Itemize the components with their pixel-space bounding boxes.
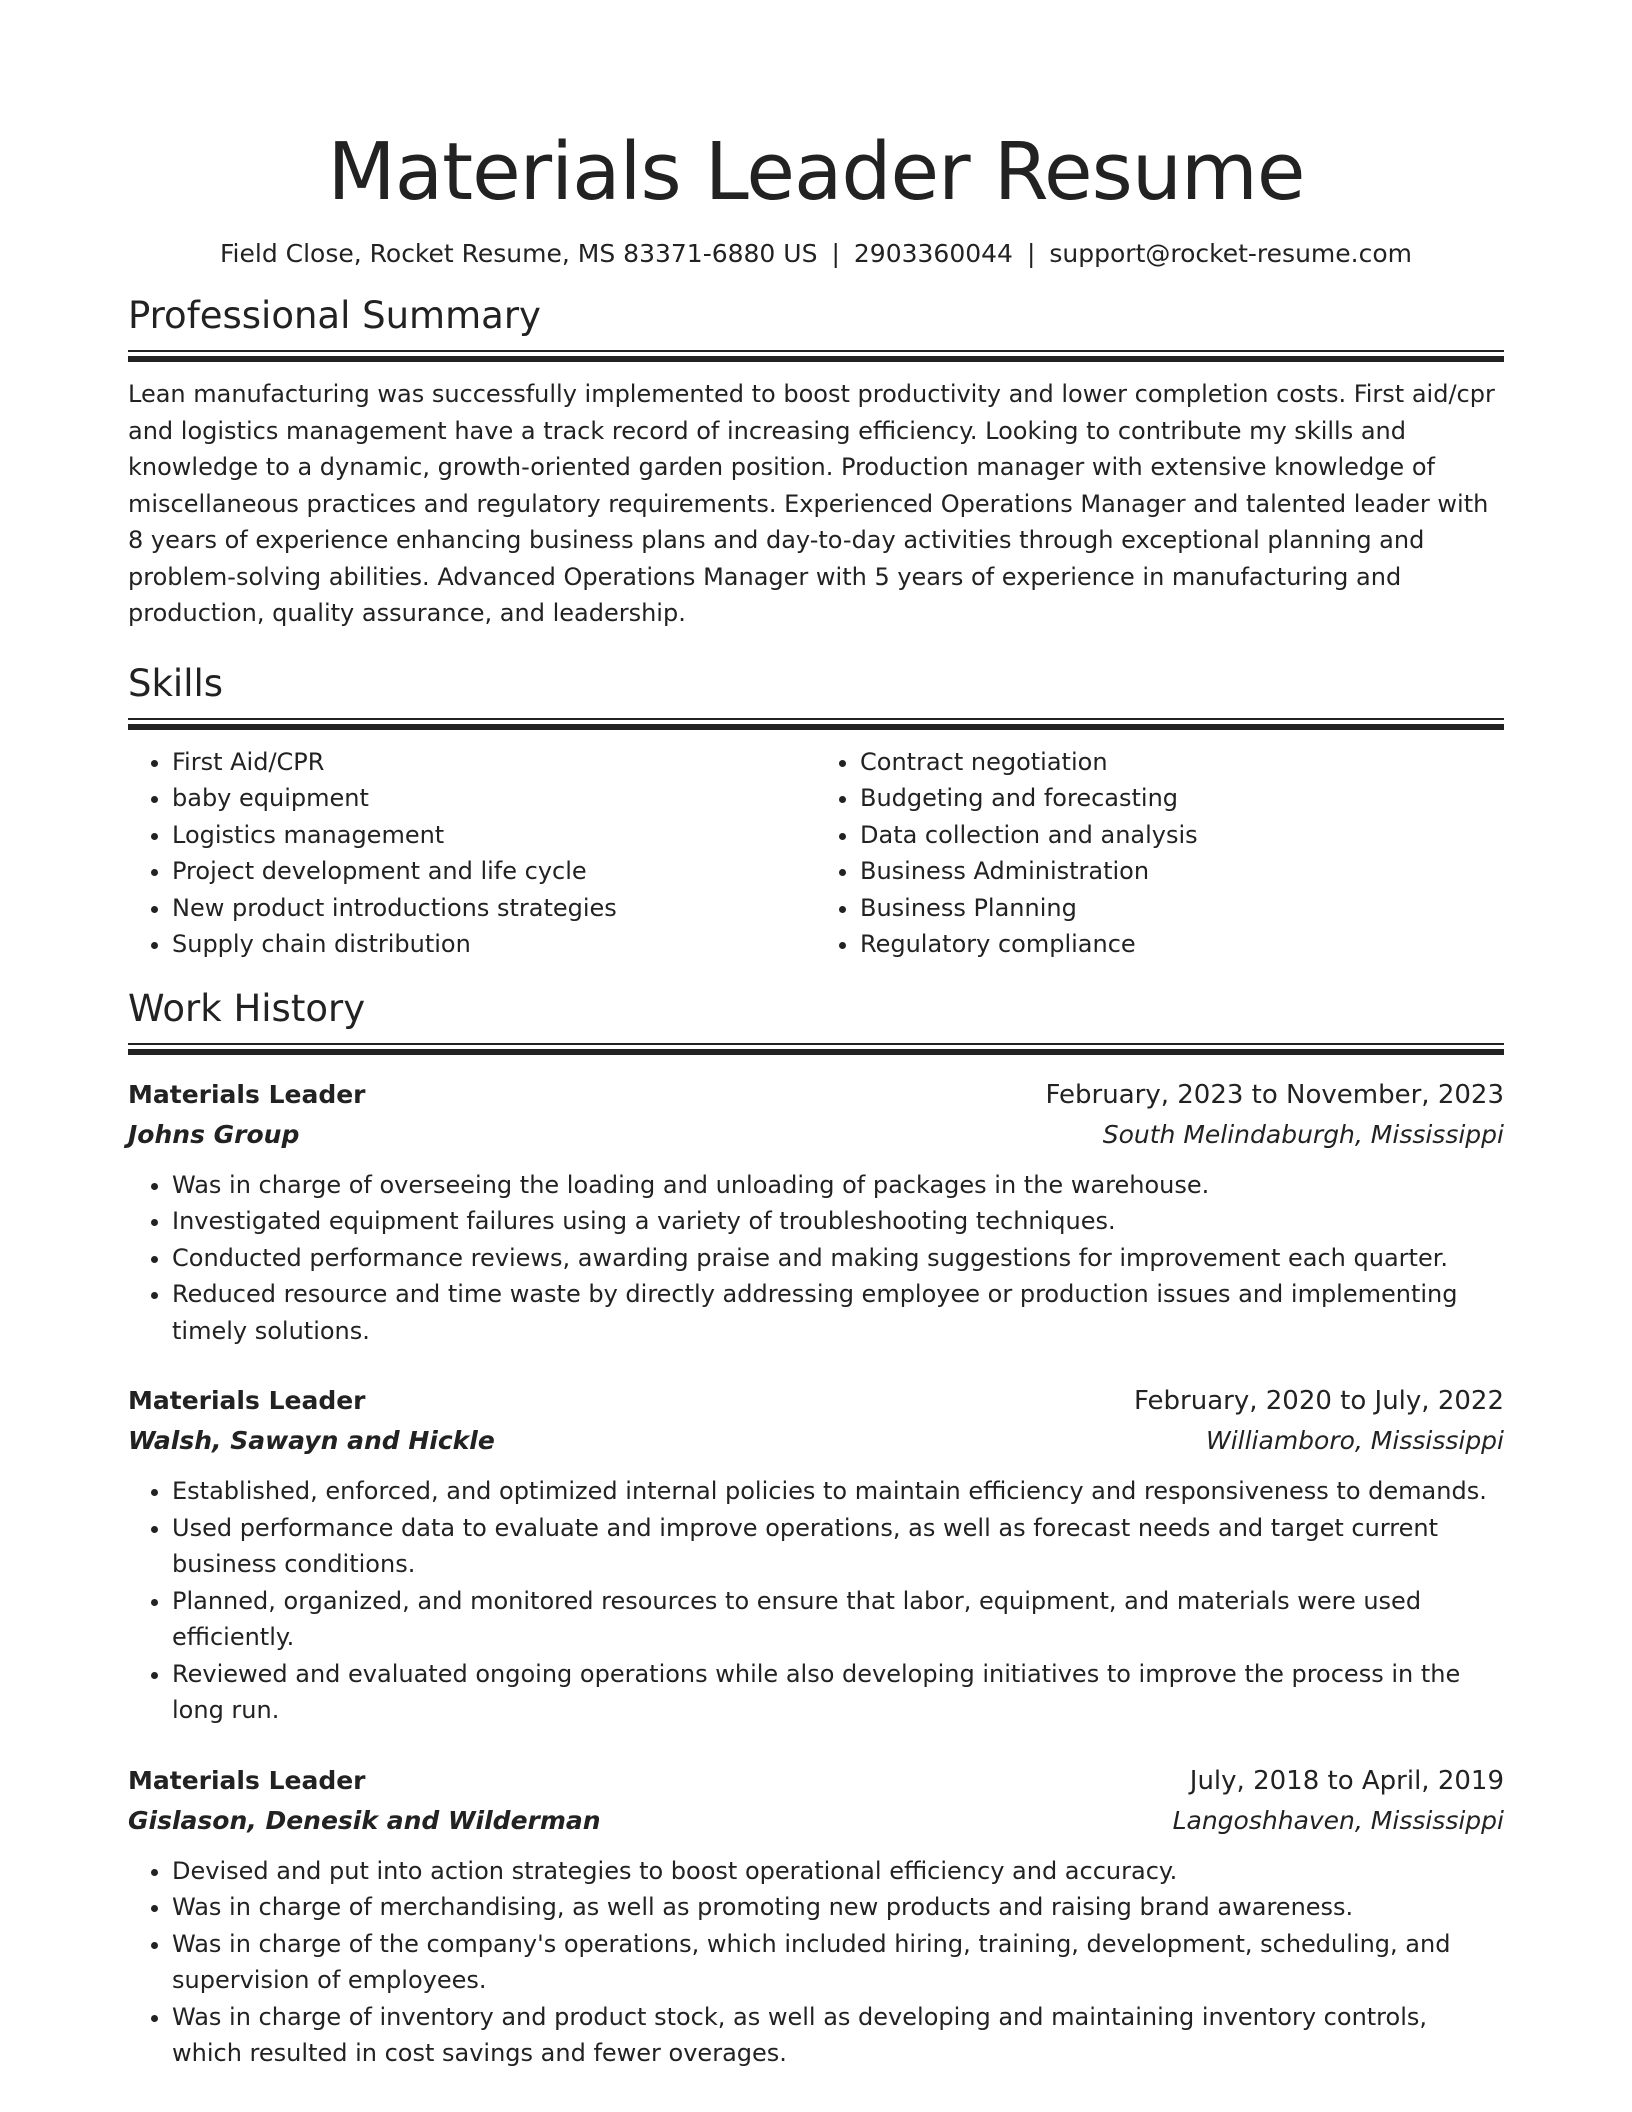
skill-item: • baby equipment — [172, 780, 816, 817]
job-company: Johns Group — [128, 1119, 300, 1149]
job-duties — [128, 1853, 1504, 2072]
section-divider — [128, 1043, 1504, 1055]
duty-item: • Was in charge of overseeing the loading and unloading of packages in the warehouse. — [172, 1167, 1504, 1204]
duty-item: • Was in charge of the company's operations, which included hiring, training, development, scheduling, and supervision of employees. — [172, 1926, 1504, 1999]
duty-item: • Reduced resource and time waste by directly addressing employee or production issues and implementing timely solutions. — [172, 1276, 1504, 1349]
duty-item: • Investigated equipment failures using a variety of troubleshooting techniques. — [172, 1203, 1504, 1240]
contact-line — [128, 238, 1504, 270]
skill-item: • New product introductions strategies — [172, 890, 816, 927]
job-dates: July, 2018 to April, 2019 — [1189, 1765, 1504, 1796]
job-header — [128, 1075, 1504, 1115]
section-divider — [128, 718, 1504, 730]
skill-item: • Budgeting and forecasting — [860, 780, 1504, 817]
skill-item: • Project development and life cycle — [172, 853, 816, 890]
skill-item: • First Aid/CPR — [172, 744, 816, 781]
contact-separator: | — [1026, 239, 1036, 268]
job-dates: February, 2023 to November, 2023 — [1045, 1079, 1504, 1110]
job-location: South Melindaburgh, Mississippi — [1102, 1119, 1504, 1149]
skill-item: • Business Administration — [860, 853, 1504, 890]
skills-list — [128, 744, 1504, 963]
section-heading-summary: Professional Summary — [128, 294, 541, 337]
skills-column-left — [128, 744, 816, 963]
job-title: Materials Leader — [128, 1079, 366, 1109]
job-entry — [128, 1075, 1504, 1350]
duty-item: • Devised and put into action strategies to boost operational efficiency and accuracy. — [172, 1853, 1504, 1890]
section-heading-skills: Skills — [128, 661, 224, 705]
job-duties — [128, 1167, 1504, 1350]
skill-item: • Regulatory compliance — [860, 926, 1504, 963]
section-divider — [128, 350, 1504, 362]
duty-item: • Was in charge of merchandising, as well as promoting new products and raising brand awareness. — [172, 1889, 1504, 1926]
email: support@rocket-resume.com — [1049, 239, 1412, 268]
skill-item: • Business Planning — [860, 890, 1504, 927]
duty-item: • Established, enforced, and optimized internal policies to maintain efficiency and responsiveness to demands. — [172, 1473, 1504, 1510]
job-entry — [128, 1381, 1504, 1729]
job-title: Materials Leader — [128, 1765, 366, 1795]
job-company: Walsh, Sawayn and Hickle — [128, 1426, 495, 1455]
duty-item: • Reviewed and evaluated ongoing operations while also developing initiatives to improve the process in the long run. — [172, 1656, 1504, 1729]
resume-title: Materials Leader Resume — [327, 126, 1305, 218]
section-heading-work-history: Work History — [128, 986, 366, 1030]
skill-item: • Supply chain distribution — [172, 926, 816, 963]
contact-separator: | — [831, 239, 840, 268]
job-dates: February, 2020 to July, 2022 — [1134, 1386, 1504, 1416]
skills-column-right — [816, 744, 1504, 963]
job-header — [128, 1761, 1504, 1801]
duty-item: • Used performance data to evaluate and improve operations, as well as forecast needs and target current business conditions. — [172, 1510, 1504, 1583]
job-subheader — [128, 1801, 1504, 1841]
duty-item: • Conducted performance reviews, awarding praise and making suggestions for improvement each quarter. — [172, 1240, 1504, 1277]
resume-page — [128, 0, 1504, 2072]
duty-item: • Planned, organized, and monitored resources to ensure that labor, equipment, and materials were used efficiently. — [172, 1583, 1504, 1656]
phone: 2903360044 — [853, 239, 1013, 268]
duty-item: • Was in charge of inventory and product stock, as well as developing and maintaining inventory controls, which resulted in cost savings and fewer overages. — [172, 1999, 1504, 2072]
job-company: Gislason, Denesik and Wilderman — [128, 1805, 601, 1835]
job-header — [128, 1381, 1504, 1421]
address: Field Close, Rocket Resume, MS 83371-6880 US — [220, 239, 818, 268]
skill-item: • Data collection and analysis — [860, 817, 1504, 854]
job-subheader — [128, 1115, 1504, 1155]
skill-item: • Contract negotiation — [860, 744, 1504, 781]
job-duties — [128, 1473, 1504, 1729]
job-subheader — [128, 1421, 1504, 1461]
job-location: Langoshhaven, Mississippi — [1172, 1805, 1504, 1835]
summary-text: Lean manufacturing was successfully implemented to boost productivity and lower completion costs. First aid/cpr and logistics management have a track record of increasing efficiency. Looking to contribute my skills and knowledge to a dynamic, growth-oriented garden position. Production manager with extensive knowledge of miscellaneous practices and regulatory requirements. Experienced Operations Manager and talented leader with 8 years of experience enhancing business plans and day-to-day activities through exceptional planning and problem-solving abilities. Advanced Operations Manager with 5 years of experience in manufacturing and production, quality assurance, and leadership. — [128, 380, 1495, 627]
job-location: Williamboro, Mississippi — [1206, 1426, 1504, 1455]
job-entry — [128, 1761, 1504, 2072]
job-title: Materials Leader — [128, 1386, 366, 1415]
skill-item: • Logistics management — [172, 817, 816, 854]
